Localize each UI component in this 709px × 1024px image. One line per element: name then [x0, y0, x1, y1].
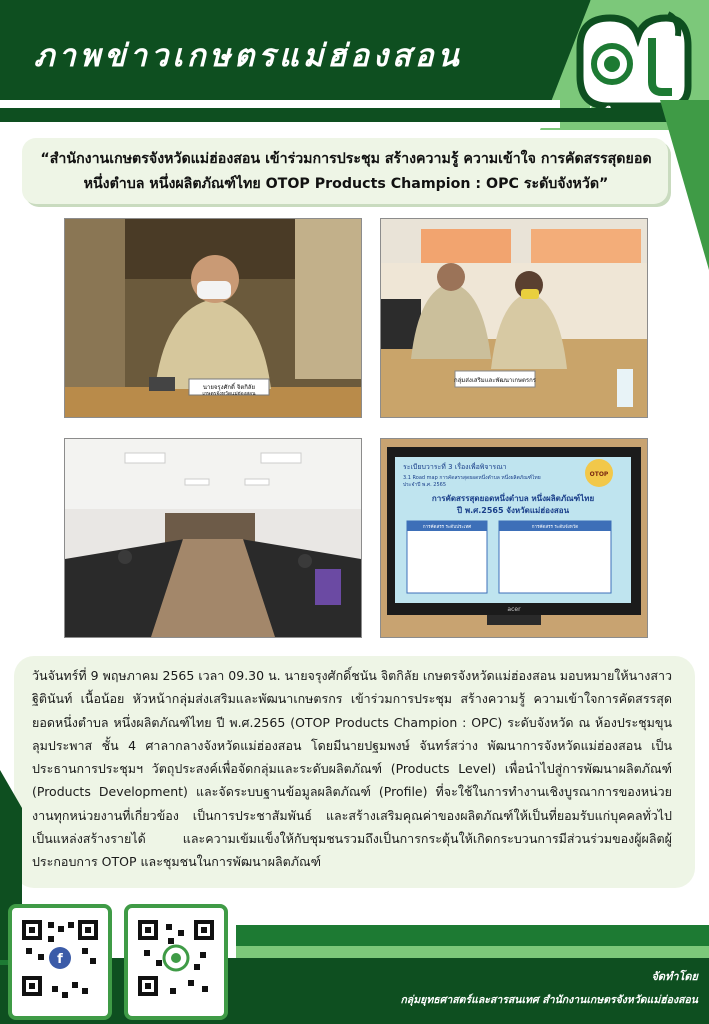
- doae-logo: [568, 8, 696, 116]
- monitor-brand: acer: [507, 606, 521, 613]
- nameplate-text: กลุ่มส่งเสริมและพัฒนาเกษตรกร: [454, 377, 536, 384]
- body-paragraph: วันจันทร์ที่ 9 พฤษภาคม 2565 เวลา 09.30 น. นายจรุงศักดิ์ชนัน จิตกิลัย เกษตรจังหวัดแม่ฮ่องสอน มอบหมายให้นางสาวฐิตินันท์ เนื้อน้อย หัวหน้ากลุ่มส่งเสริมและพัฒนาเกษตรกร เข้าร่วมการประชุม สร้างความรู้ ความเข้าใจการคัดสรรสุดยอดหนึ่งตำบล หนึ่งผลิตภัณฑ์ไทย ปี พ.ศ.2565 (OTOP Products Champion : OPC) ระดับจังหวัด ณ ห้องประชุมขุนลุมประพาส ชั้น 4 ศาลากลางจังหวัดแม่ฮ่องสอน โดยมีนายปฐมพงษ์ จันทร์สว่าง พัฒนาการจังหวัดแม่ฮ่องสอน เป็นประธานการประชุมฯ วัตถุประสงค์เพื่อจัดกลุ่มและระดับผลิตภัณฑ์ (Products Level) เพื่อนำไปสู่การพัฒนาผลิตภัณฑ์ (Products Development) และจัดระบบฐานข้อมูลผลิตภัณฑ์ (Profile) ที่จะใช้ในการทำงานเชิงบูรณาการของหน่วยงานทุกหน่วยงานที่เกี่ยวข้อง เป็นการประชาสัมพันธ์ และสร้างเสริมคุณค่าของผลิตภัณฑ์ให้เป็นที่ยอมรับแก่บุคคลทั่วไป เป็นแหล่งสร้างรายได้ และความเข้มแข็งให้กับชุมชนรวมถึงเป็นการกระตุ้นให้เกิดกระบวนการมีส่วนร่วมของผู้ผลิตผู้ประกอบการ OTOP และชุมชนในการพัฒนาผลิตภัณฑ์: [32, 668, 672, 870]
- qr-code-doae[interactable]: [124, 904, 228, 1020]
- headline-line-1: “สำนักงานเกษตรจังหวัดแม่ฮ่องสอน เข้าร่วมการประชุม สร้างความรู้ ความเข้าใจ การคัดสรรสุดยอด: [40, 151, 652, 167]
- photo-meeting-room: [64, 438, 362, 638]
- photo-presentation-screen: [380, 438, 648, 638]
- svg-text:f: f: [57, 952, 63, 967]
- photo-attendees: [380, 218, 648, 418]
- slide-right-header: การคัดสรร ระดับจังหวัด: [531, 525, 579, 530]
- photo-chairman: [64, 218, 362, 418]
- footer-light-stripe: [236, 946, 709, 958]
- headline-line-2: หนึ่งตำบล หนึ่งผลิตภัณฑ์ไทย OTOP Products Champion : OPC ระดับจังหวัด”: [83, 176, 609, 192]
- nameplate-text: นายจรุงศักดิ์ จิตกิลัย: [202, 384, 256, 391]
- footer-stripe: [236, 925, 709, 947]
- logo-icon: [568, 8, 696, 108]
- slide-logo-text: OTOP: [589, 471, 609, 478]
- slide-title-1: การคัดสรรสุดยอดหนึ่งตำบล หนึ่งผลิตภัณฑ์ไทย: [431, 494, 595, 503]
- footer-credit-label: จัดทำโดย: [651, 970, 698, 983]
- header-stripe: [0, 108, 709, 122]
- footer-credit-office: กลุ่มยุทธศาสตร์และสารสนเทศ สำนักงานเกษตรจังหวัดแม่ฮ่องสอน: [400, 994, 698, 1006]
- slide-subheading: 3.1 Road map การคัดสรรสุดยอดหนึ่งตำบล หนึ่งผลิตภัณฑ์ไทย: [403, 475, 541, 481]
- slide-year-line: ประจำปี พ.ศ. 2565: [403, 482, 447, 488]
- slide-left-header: การคัดสรร ระดับประเทศ: [422, 525, 472, 530]
- qr-code-facebook[interactable]: [8, 904, 112, 1020]
- slide-title-2: ปี พ.ศ.2565 จังหวัดแม่ฮ่องสอน: [456, 506, 570, 515]
- slide-heading: ระเบียบวาระที่ 3 เรื่องเพื่อพิจารณา: [403, 463, 507, 471]
- headline: [30, 147, 662, 197]
- page-title: ภาพข่าวเกษตรแม่ฮ่องสอน: [34, 38, 463, 74]
- nameplate-subtext: เกษตรจังหวัดแม่ฮ่องสอน: [202, 391, 256, 397]
